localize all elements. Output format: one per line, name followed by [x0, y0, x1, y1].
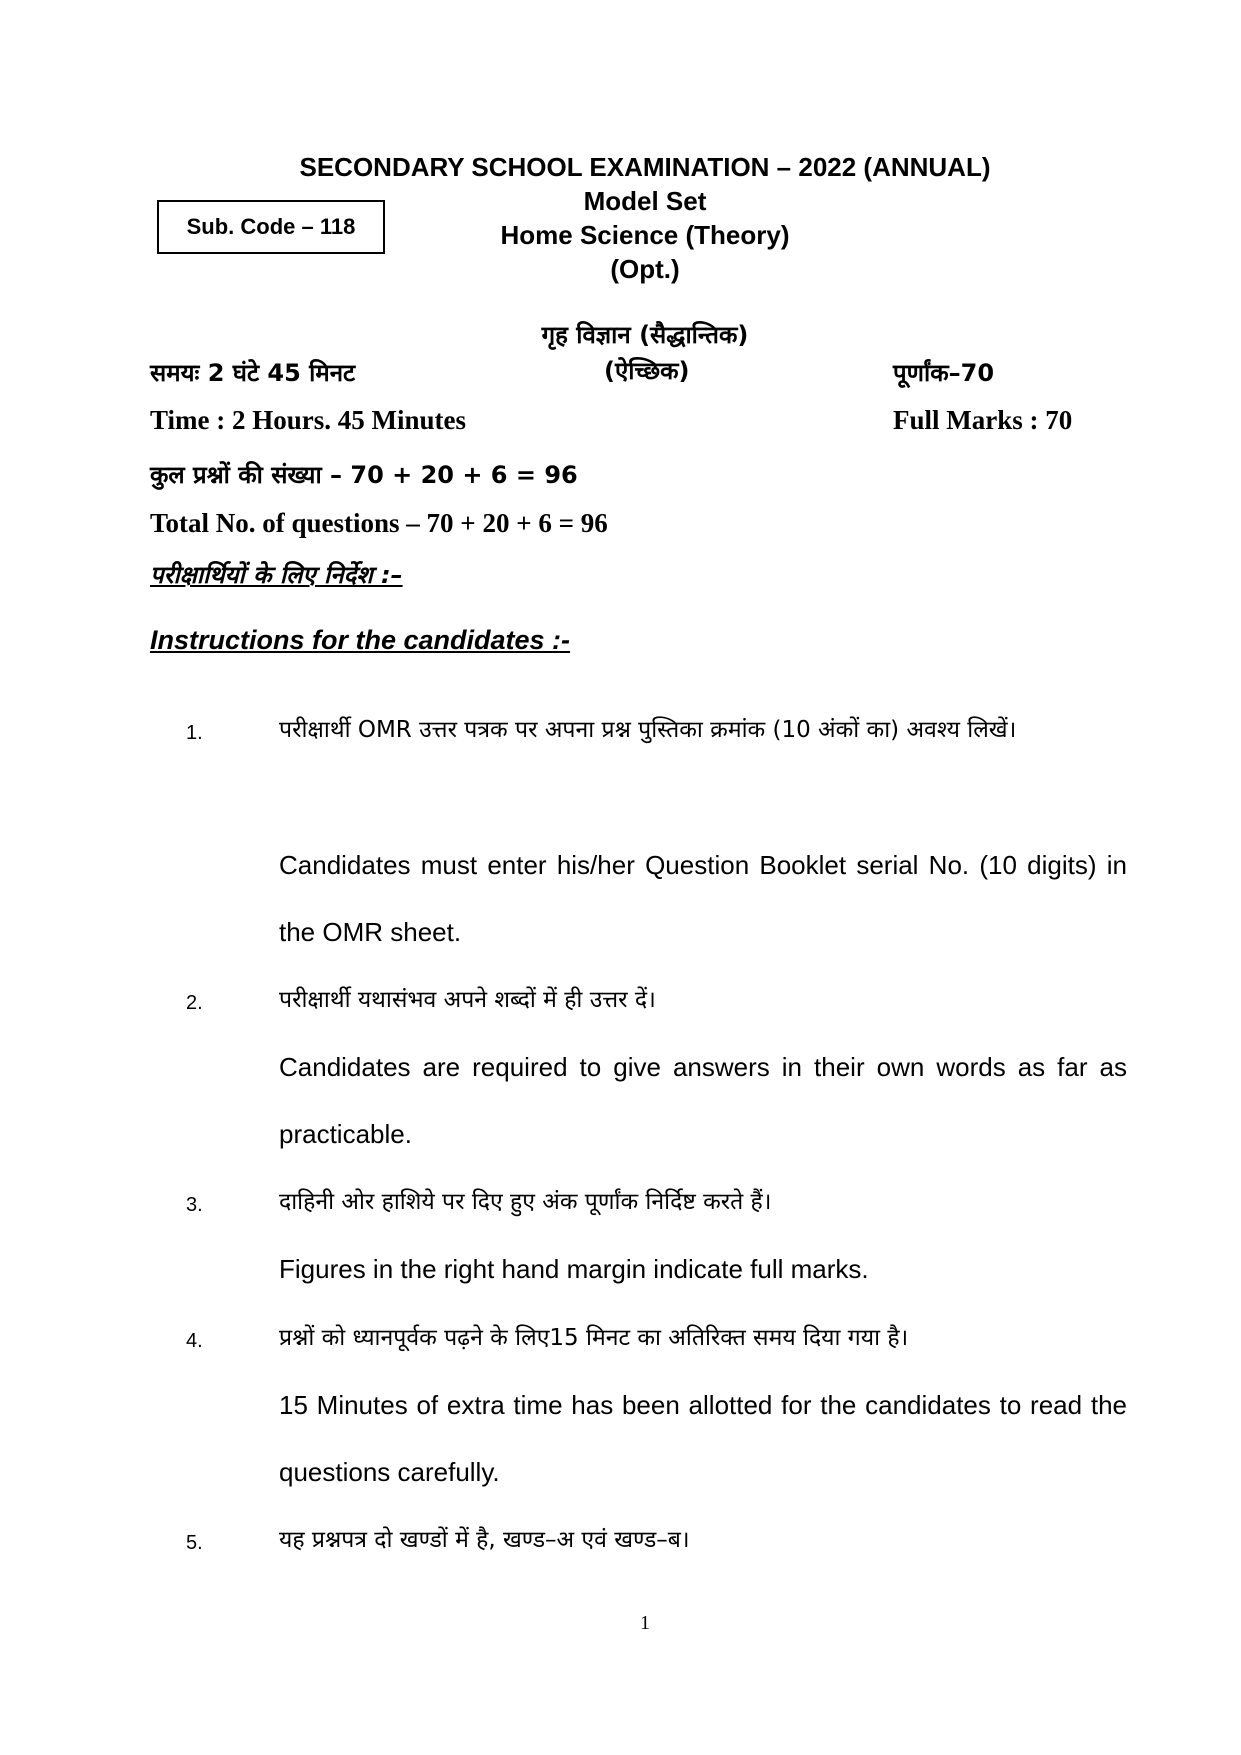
optional-hindi: (ऐच्छिक)	[604, 357, 690, 385]
instruction-english: Candidates are required to give answers in their own words as far as practicable.	[279, 1052, 1127, 1149]
time-hindi: समयः 2 घंटे 45 मिनट	[150, 359, 356, 387]
sub-code-box	[157, 200, 385, 254]
marks-hindi: पूर्णांक–70	[893, 359, 995, 387]
time-english: Time : 2 Hours. 45 Minutes	[150, 405, 466, 435]
questions-hindi: कुल प्रश्नों की संख्या – 70 + 20 + 6 = 96	[150, 461, 578, 489]
sub-code: Sub. Code – 118	[186, 214, 356, 239]
hindi-subject-block	[0, 318, 1241, 351]
instruction-english: Figures in the right hand margin indicate full marks.	[279, 1254, 869, 1284]
questions-english: Total No. of questions – 70 + 20 + 6 = 96	[150, 508, 608, 538]
instruction-english: Candidates must enter his/her Question Booklet serial No. (10 digits) in the OMR sheet.	[279, 850, 1127, 947]
marks-english: Full Marks : 70	[893, 405, 1073, 435]
item-number: 1.	[186, 722, 203, 744]
instructions-heading-hindi: परीक्षार्थियों के लिए निर्देश :–	[150, 561, 403, 589]
item-number: 5.	[186, 1532, 203, 1554]
instruction-hindi: परीक्षार्थी यथासंभव अपने शब्दों में ही उत्तर दें।	[279, 987, 656, 1013]
instruction-hindi: प्रश्नों को ध्यानपूर्वक पढ़ने के लिए15 मिनट का अतिरिक्त समय दिया गया है।	[279, 1325, 909, 1351]
subject-hindi: गृह विज्ञान (सैद्धान्तिक)	[541, 321, 749, 349]
page-number: 1	[640, 1612, 650, 1634]
subject-title: Home Science (Theory)	[500, 220, 790, 250]
instruction-hindi: यह प्रश्नपत्र दो खण्डों में है, खण्ड–अ एवं खण्ड–ब।	[279, 1527, 690, 1553]
item-number: 4.	[186, 1330, 203, 1352]
instruction-english: 15 Minutes of extra time has been allotted for the candidates to read the questions carefully.	[279, 1390, 1127, 1487]
exam-title: SECONDARY SCHOOL EXAMINATION – 2022 (ANNUAL)	[299, 152, 991, 182]
model-set: Model Set	[583, 186, 707, 216]
item-number: 2.	[186, 992, 203, 1014]
instruction-hindi: परीक्षार्थी OMR उत्तर पत्रक पर अपना प्रश्न पुस्तिका क्रमांक (10 अंकों का) अवश्य लिखें।	[279, 717, 1017, 743]
instruction-hindi: दाहिनी ओर हाशिये पर दिए हुए अंक पूर्णांक निर्दिष्ट करते हैं।	[279, 1189, 772, 1215]
instructions-heading: Instructions for the candidates :-	[150, 625, 571, 655]
item-number: 3.	[186, 1194, 203, 1216]
optional-label: (Opt.)	[610, 254, 680, 284]
